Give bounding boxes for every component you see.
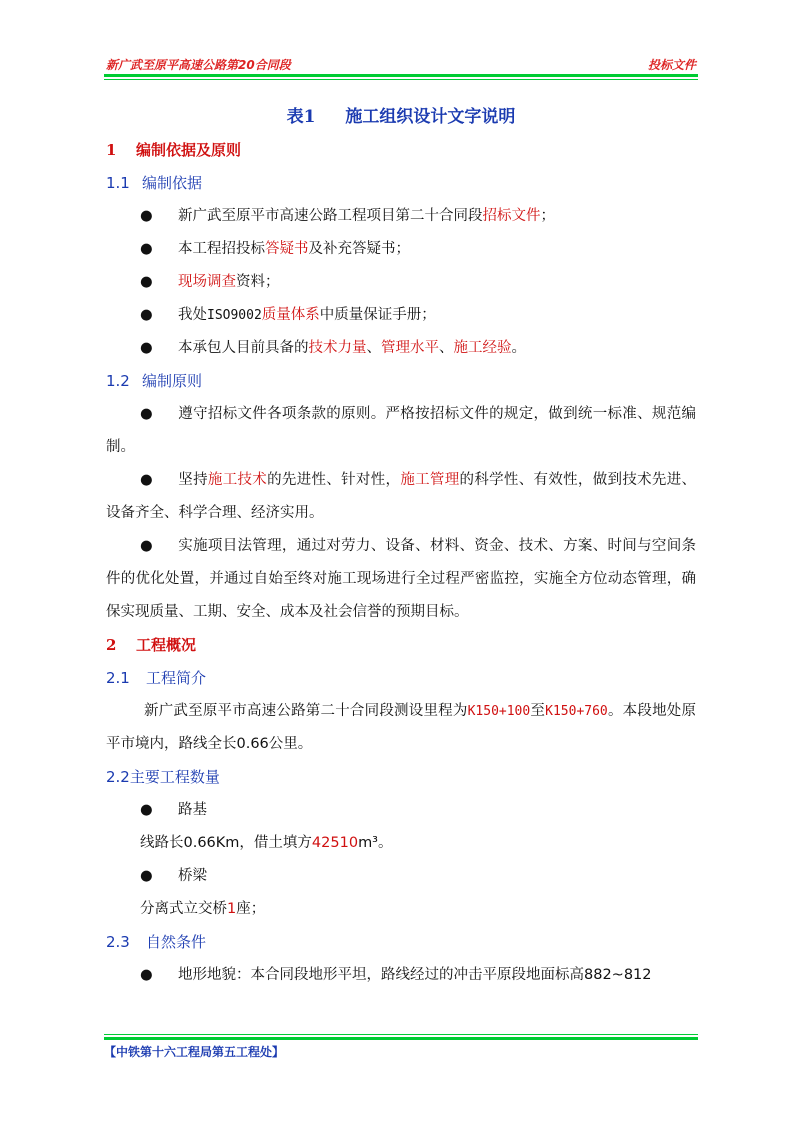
header-project-name: 新广武至原平高速公路第20合同段 <box>106 58 291 72</box>
bullet-icon: ● <box>140 307 153 323</box>
bullet-icon: ● <box>140 340 153 356</box>
bullet-icon: ● <box>140 538 153 554</box>
section-1-heading: 1 编制依据及原则 <box>106 141 242 159</box>
project-intro-paragraph: 新广武至原平市高速公路第二十合同段测设里程为K150+100至K150+760。本段地处原平市境内，路线全长0.66公里。 <box>106 703 697 752</box>
section-2-2-heading: 2.2主要工程数量 <box>106 768 220 786</box>
bullet-icon: ● <box>140 802 153 818</box>
page-header <box>104 54 698 74</box>
principle-paragraph-3: ● 实施项目法管理，通过对劳力、设备、材料、资金、技术、方案、时间与空间条件的优化处置，并通过自始至终对施工现场进行全过程严密监控，实施全方位动态管理，确保实现质量、工期、安全、成本及社会信誉的预期目标。 <box>106 530 696 629</box>
header-rule-thick <box>104 74 698 77</box>
list-item: ● 我处ISO9002质量体系中质量保证手册； <box>106 299 696 332</box>
bullet-icon: ● <box>140 472 153 488</box>
list-item: ● 现场调查资料； <box>106 266 696 299</box>
header-doc-type: 投标文件 <box>647 58 696 72</box>
document-title <box>106 100 696 134</box>
list-item: ● 本工程招投标答疑书及补充答疑书； <box>106 233 696 266</box>
list-item: ● 本承包人目前具备的技术力量、管理水平、施工经验。 <box>106 332 696 365</box>
bridge-quantity: 分离式立交桥1座； <box>140 901 266 917</box>
roadbed-quantity: 线路长0.66Km，借土填方42510m³。 <box>140 835 393 851</box>
footer-rule-thin <box>104 1034 698 1035</box>
section-1-1-heading: 1.1 编制依据 <box>106 174 203 192</box>
document-body <box>106 100 696 992</box>
list-item: ● 路基 <box>106 794 696 827</box>
list-item: ● 地形地貌：本合同段地形平坦，路线经过的冲击平原段地面标高882~812 <box>106 959 696 992</box>
bullet-icon: ● <box>140 967 153 983</box>
bullet-icon: ● <box>140 868 153 884</box>
section-2-heading: 2 工程概况 <box>106 636 197 654</box>
principle-paragraph-2: ● 坚持施工技术的先进性、针对性，施工管理的科学性、有效性，做到技术先进、设备齐全、科学合理、经济实用。 <box>106 464 696 530</box>
list-item: ● 新广武至原平市高速公路工程项目第二十合同段招标文件； <box>106 200 696 233</box>
bullet-icon: ● <box>140 241 153 257</box>
bullet-icon: ● <box>140 208 153 224</box>
title-text: 施工组织设计文字说明 <box>345 107 516 127</box>
bullet-icon: ● <box>140 274 153 290</box>
section-1-2-heading: 1.2 编制原则 <box>106 372 203 390</box>
principle-paragraph-1: ● 遵守招标文件各项条款的原则。严格按招标文件的规定，做到统一标准、规范编制。 <box>106 398 696 464</box>
section-2-3-heading: 2.3 自然条件 <box>106 933 207 951</box>
page-footer: 【中铁第十六工程局第五工程处】 <box>104 1045 285 1059</box>
title-label: 表1 <box>286 107 316 127</box>
header-rule-thin <box>104 79 698 80</box>
footer-rule-thick <box>104 1037 698 1040</box>
bullet-icon: ● <box>140 406 153 422</box>
section-2-1-heading: 2.1 工程简介 <box>106 669 207 687</box>
list-item: ● 桥梁 <box>106 860 696 893</box>
